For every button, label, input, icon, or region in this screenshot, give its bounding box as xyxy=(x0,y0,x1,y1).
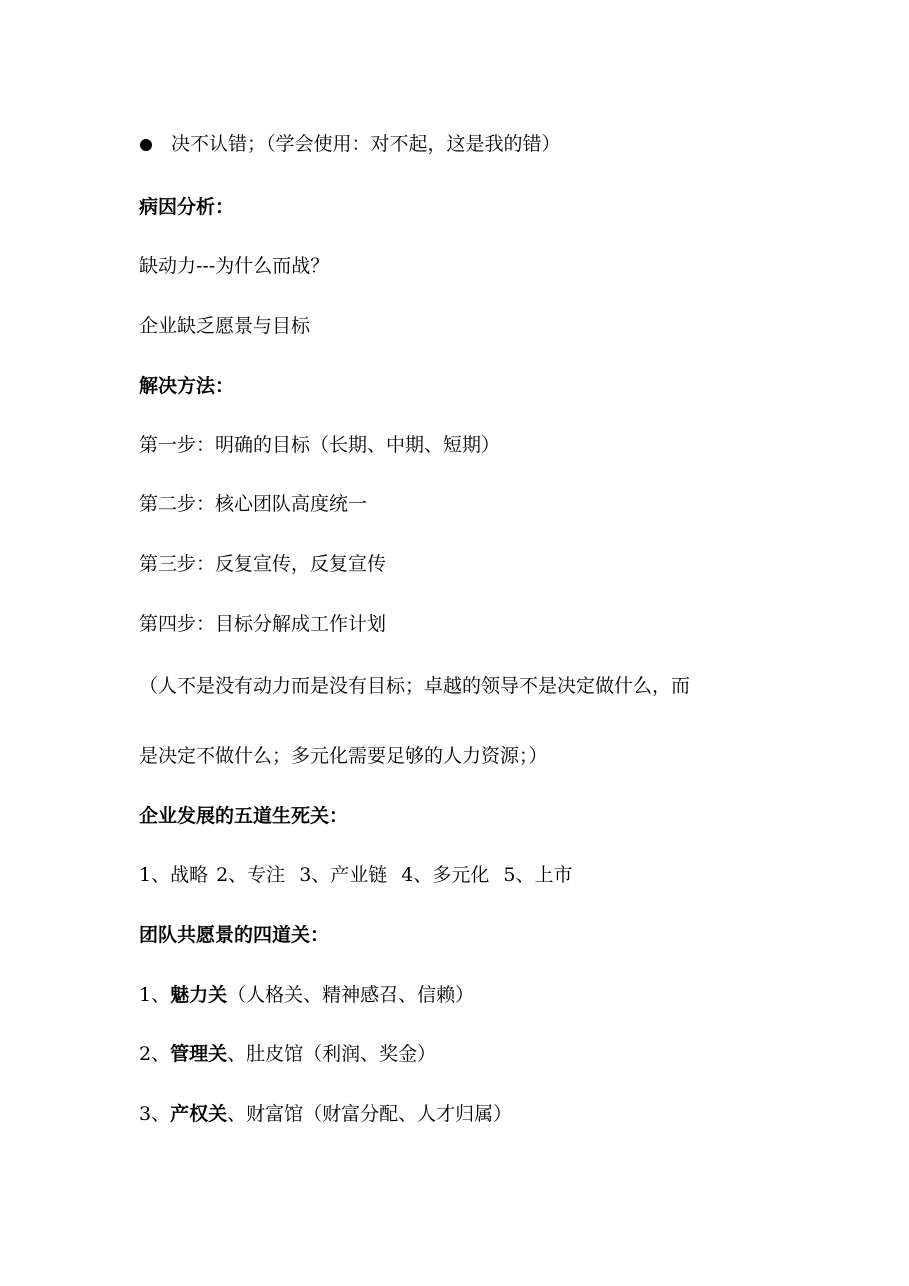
item-keyword: 管理关 xyxy=(170,1043,228,1065)
item-number: 1、 xyxy=(139,984,171,1006)
heading-five-gates: 企业发展的五道生死关： xyxy=(139,805,349,827)
five-gates-list xyxy=(139,862,572,888)
item-keyword: 产权关 xyxy=(170,1103,228,1125)
gate-listing: 5、上市 xyxy=(503,864,573,886)
four-gates-item-3 xyxy=(139,1101,512,1127)
note-line-1: （人不是没有动力而是没有目标；卓越的领导不是决定做什么，而 xyxy=(139,675,691,697)
note-line-2: 是决定不做什么；多元化需要足够的人力资源；） xyxy=(139,745,548,767)
heading-cause-analysis: 病因分析： xyxy=(139,196,235,218)
item-number: 2、 xyxy=(139,1043,171,1065)
gate-diversification: 4、多元化 xyxy=(401,864,490,886)
step-four: 第四步：目标分解成工作计划 xyxy=(139,613,387,635)
heading-solution: 解决方法： xyxy=(139,375,235,397)
four-gates-item-1 xyxy=(139,982,474,1008)
gate-focus: 2、专注 xyxy=(216,864,286,886)
four-gates-item-2 xyxy=(139,1041,436,1067)
gate-industry-chain: 3、产业链 xyxy=(299,864,388,886)
step-one: 第一步：明确的目标（长期、中期、短期） xyxy=(139,434,501,456)
item-keyword: 魅力关 xyxy=(170,984,228,1006)
item-detail: 、财富馆（财富分配、人才归属） xyxy=(227,1103,513,1125)
item-detail: （人格关、精神感召、信赖） xyxy=(227,984,475,1006)
step-two: 第二步：核心团队高度统一 xyxy=(139,493,368,515)
item-detail: 、肚皮馆（利润、奖金） xyxy=(227,1043,437,1065)
paragraph-lack-motivation: 缺动力---为什么而战？ xyxy=(139,255,330,277)
gate-strategy: 1、战略 xyxy=(139,864,209,886)
item-number: 3、 xyxy=(139,1103,171,1125)
step-three: 第三步：反复宣传，反复宣传 xyxy=(139,553,387,575)
bullet-item-admit-error: 决不认错；（学会使用：对不起，这是我的错） xyxy=(171,133,561,155)
bullet-dot-icon xyxy=(140,139,152,151)
paragraph-lack-vision: 企业缺乏愿景与目标 xyxy=(139,315,311,337)
heading-four-gates: 团队共愿景的四道关： xyxy=(139,924,330,946)
